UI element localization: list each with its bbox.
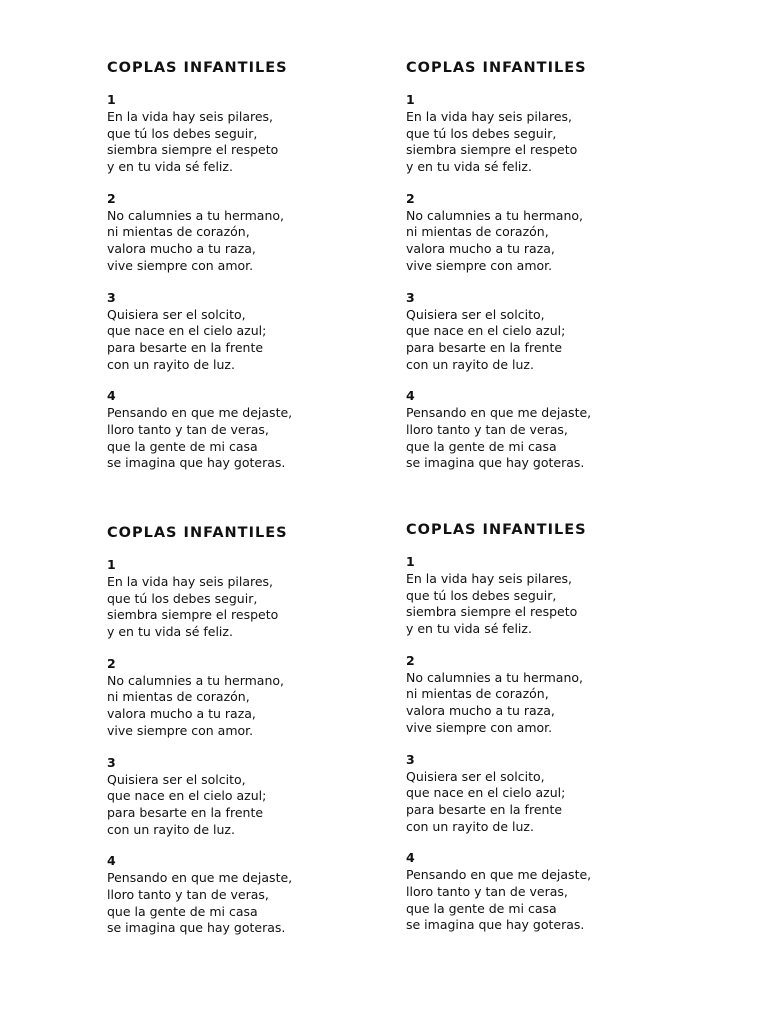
stanza bbox=[406, 290, 706, 374]
verse-line: En la vida hay seis pilares, bbox=[107, 109, 274, 124]
verse-line: vive siempre con amor. bbox=[107, 722, 254, 738]
verse-line: que nace en el cielo azul; bbox=[406, 785, 566, 801]
verse-line: vive siempre con amor. bbox=[107, 257, 254, 273]
verse-line: valora mucho a tu raza, bbox=[406, 703, 555, 719]
verse-line: con un rayito de luz. bbox=[107, 356, 235, 372]
verse-line: que tú los debes seguir, bbox=[107, 590, 258, 606]
verse-line: Pensando en que me dejaste, bbox=[107, 870, 293, 886]
coplas-block-bottom-left bbox=[107, 523, 407, 952]
verse-line: ni mientas de corazón, bbox=[406, 224, 549, 240]
verse-line: que la gente de mi casa bbox=[107, 903, 258, 919]
verse-line: No calumnies a tu hermano, bbox=[406, 669, 583, 685]
stanza-number: 1 bbox=[107, 557, 116, 572]
stanza-number: 4 bbox=[107, 388, 116, 404]
verse-line: y en tu vida sé feliz. bbox=[406, 621, 532, 637]
verse-line: Quisiera ser el solcito, bbox=[406, 306, 545, 322]
stanza bbox=[107, 656, 407, 740]
stanza-number: 3 bbox=[107, 754, 116, 770]
stanza bbox=[406, 388, 706, 472]
verse-line: En la vida hay seis pilares, bbox=[406, 109, 573, 124]
stanza-number: 2 bbox=[406, 652, 415, 668]
verse-line: ni mientas de corazón, bbox=[406, 686, 549, 702]
verse-line: Pensando en que me dejaste, bbox=[406, 405, 592, 421]
coplas-block-top-left bbox=[107, 58, 407, 487]
verse-line: con un rayito de luz. bbox=[107, 821, 235, 837]
stanza bbox=[406, 554, 706, 638]
stanza bbox=[107, 557, 407, 641]
stanza-number: 2 bbox=[406, 190, 415, 206]
verse-line: ni mientas de corazón, bbox=[107, 689, 250, 705]
verse-line: Quisiera ser el solcito, bbox=[107, 771, 246, 787]
verse-line: valora mucho a tu raza, bbox=[107, 706, 256, 722]
verse-line: con un rayito de luz. bbox=[406, 356, 534, 372]
block-title: COPLAS INFANTILES bbox=[406, 60, 587, 76]
stanza-number: 1 bbox=[406, 554, 415, 569]
verse-line: No calumnies a tu hermano, bbox=[406, 207, 583, 223]
verse-line: para besarte en la frente bbox=[107, 804, 264, 820]
verse-line: que la gente de mi casa bbox=[107, 438, 258, 454]
stanza-number: 1 bbox=[406, 92, 415, 107]
verse-line: ni mientas de corazón, bbox=[107, 224, 250, 240]
verse-line: y en tu vida sé feliz. bbox=[406, 159, 532, 175]
verse-line: En la vida hay seis pilares, bbox=[406, 571, 573, 586]
block-title: COPLAS INFANTILES bbox=[107, 525, 288, 541]
verse-line: lloro tanto y tan de veras, bbox=[107, 886, 269, 902]
verse-line: No calumnies a tu hermano, bbox=[107, 672, 284, 688]
verse-line: con un rayito de luz. bbox=[406, 818, 534, 834]
verse-line: Pensando en que me dejaste, bbox=[406, 867, 592, 883]
verse-line: siembra siempre el respeto bbox=[107, 142, 279, 158]
stanza bbox=[406, 653, 706, 737]
stanza-number: 2 bbox=[107, 190, 116, 206]
stanza bbox=[107, 290, 407, 374]
stanza-number: 3 bbox=[406, 289, 415, 305]
verse-line: que la gente de mi casa bbox=[406, 900, 557, 916]
verse-line: se imagina que hay goteras. bbox=[406, 917, 585, 933]
verse-line: siembra siempre el respeto bbox=[107, 607, 279, 623]
verse-line: vive siempre con amor. bbox=[406, 719, 553, 735]
verse-line: que nace en el cielo azul; bbox=[107, 323, 267, 339]
verse-line: lloro tanto y tan de veras, bbox=[406, 421, 568, 437]
verse-line: para besarte en la frente bbox=[107, 339, 264, 355]
verse-line: Quisiera ser el solcito, bbox=[406, 768, 545, 784]
verse-line: que tú los debes seguir, bbox=[406, 587, 557, 603]
verse-line: y en tu vida sé feliz. bbox=[107, 159, 233, 175]
verse-line: que nace en el cielo azul; bbox=[406, 323, 566, 339]
stanza-number: 1 bbox=[107, 92, 116, 107]
stanza-number: 3 bbox=[406, 751, 415, 767]
verse-line: valora mucho a tu raza, bbox=[107, 241, 256, 257]
verse-line: No calumnies a tu hermano, bbox=[107, 207, 284, 223]
block-title: COPLAS INFANTILES bbox=[107, 60, 288, 76]
verse-line: Pensando en que me dejaste, bbox=[107, 405, 293, 421]
verse-line: lloro tanto y tan de veras, bbox=[107, 421, 269, 437]
verse-line: En la vida hay seis pilares, bbox=[107, 574, 274, 589]
verse-line: valora mucho a tu raza, bbox=[406, 241, 555, 257]
stanza-number: 4 bbox=[406, 850, 415, 866]
coplas-block-top-right bbox=[406, 58, 706, 487]
stanza bbox=[107, 388, 407, 472]
verse-line: se imagina que hay goteras. bbox=[406, 455, 585, 471]
stanza-number: 4 bbox=[406, 388, 415, 404]
stanza bbox=[107, 191, 407, 275]
verse-line: siembra siempre el respeto bbox=[406, 142, 578, 158]
coplas-block-bottom-right bbox=[406, 520, 706, 949]
block-title: COPLAS INFANTILES bbox=[406, 522, 587, 538]
verse-line: siembra siempre el respeto bbox=[406, 604, 578, 620]
verse-line: se imagina que hay goteras. bbox=[107, 455, 286, 471]
verse-line: para besarte en la frente bbox=[406, 801, 563, 817]
stanza bbox=[107, 853, 407, 937]
verse-line: para besarte en la frente bbox=[406, 339, 563, 355]
verse-line: que la gente de mi casa bbox=[406, 438, 557, 454]
stanza bbox=[406, 191, 706, 275]
verse-line: Quisiera ser el solcito, bbox=[107, 306, 246, 322]
stanza-number: 3 bbox=[107, 289, 116, 305]
stanza bbox=[406, 92, 706, 176]
stanza bbox=[406, 752, 706, 836]
stanza bbox=[107, 755, 407, 839]
stanza bbox=[107, 92, 407, 176]
verse-line: que tú los debes seguir, bbox=[406, 125, 557, 141]
verse-line: que nace en el cielo azul; bbox=[107, 788, 267, 804]
verse-line: vive siempre con amor. bbox=[406, 257, 553, 273]
verse-line: se imagina que hay goteras. bbox=[107, 920, 286, 936]
stanza-number: 4 bbox=[107, 853, 116, 869]
verse-line: que tú los debes seguir, bbox=[107, 125, 258, 141]
verse-line: y en tu vida sé feliz. bbox=[107, 624, 233, 640]
stanza bbox=[406, 850, 706, 934]
verse-line: lloro tanto y tan de veras, bbox=[406, 883, 568, 899]
stanza-number: 2 bbox=[107, 655, 116, 671]
